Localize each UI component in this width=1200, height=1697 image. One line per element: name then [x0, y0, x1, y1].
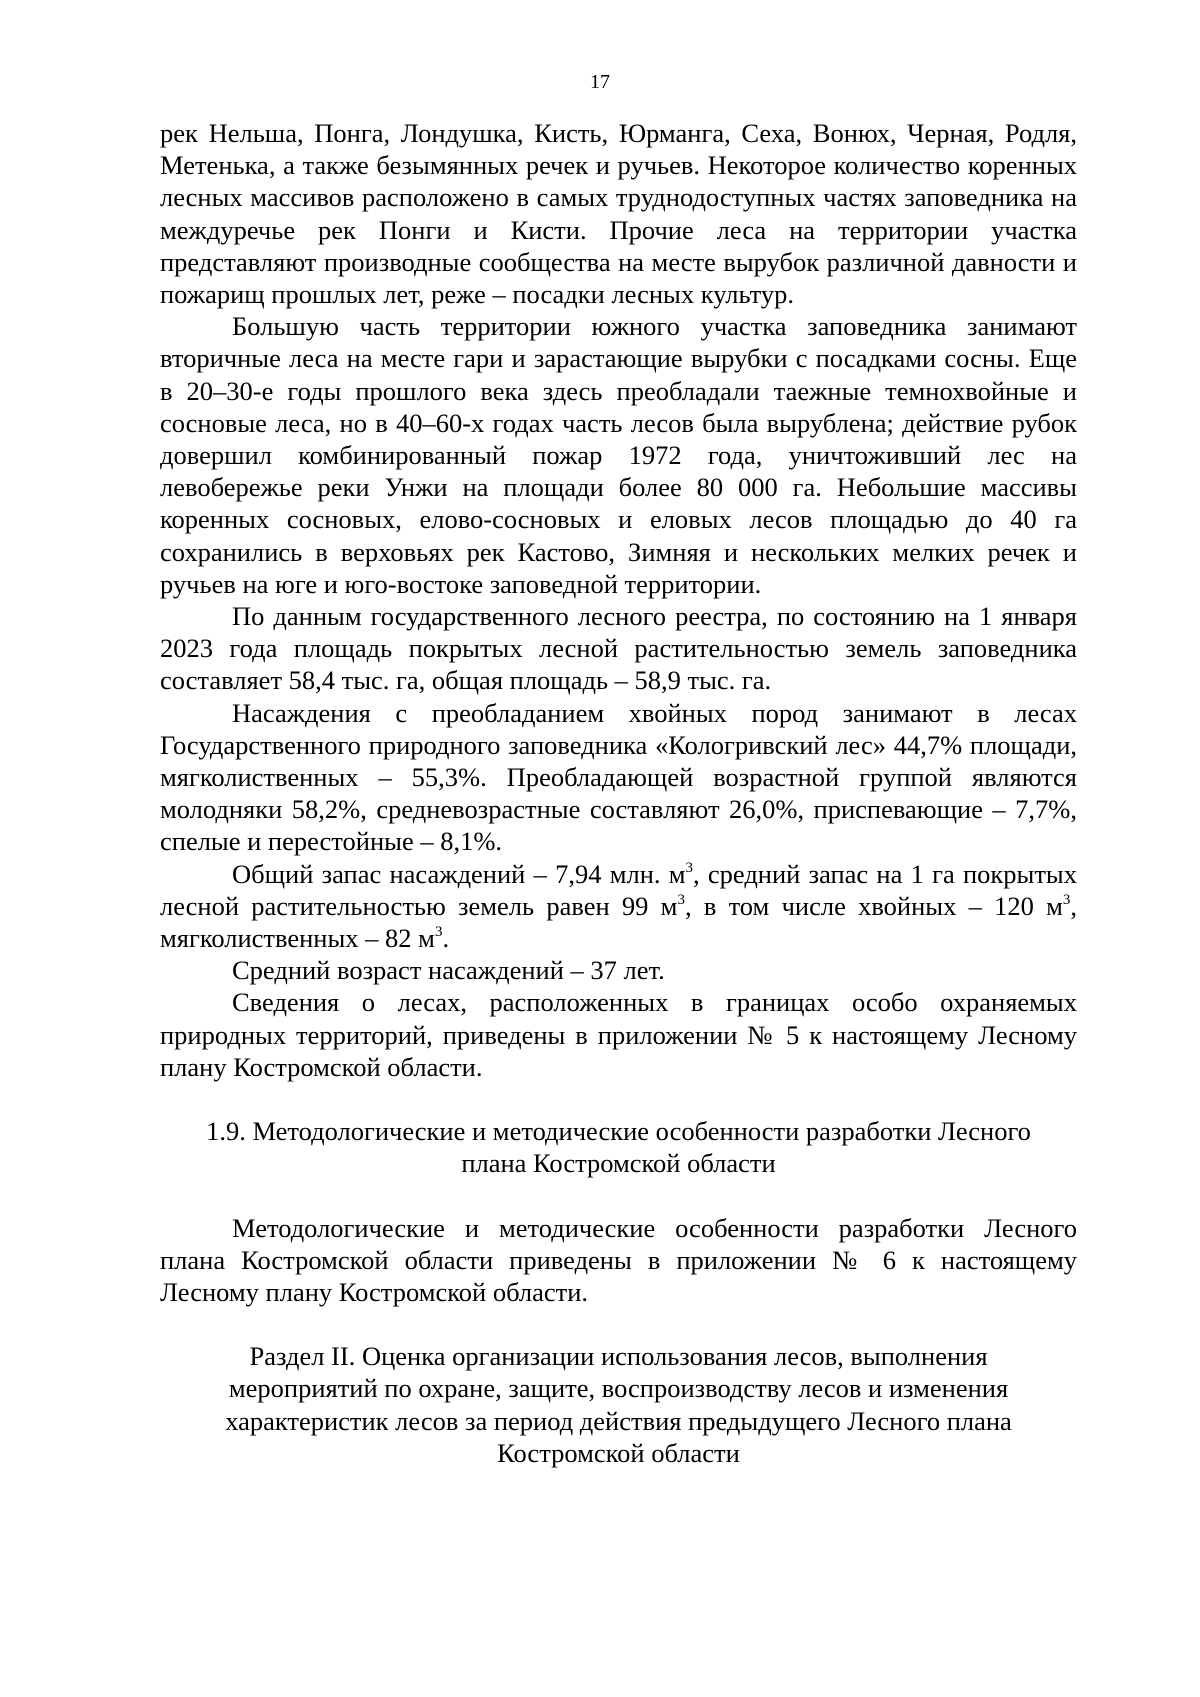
spacer [160, 1308, 1077, 1340]
paragraph-species-composition: Насаждения с преобладанием хвойных пород занимают в лесах Государственного природного заповедника «Кологривский лес» 44,7% площади, мягколиственных – 55,3%. Преобладающей возрастной группой являются молодняки 58,2%, средневозрастные составляют 26,0%, приспевающие – 7,7%, спелые и перестойные – 8,1%. [160, 697, 1077, 857]
spacer [160, 1180, 1077, 1212]
paragraph-average-age: Средний возраст насаждений – 37 лет. [232, 955, 665, 986]
document-body [160, 117, 1077, 1469]
stock-text-4: , мягколиственных – 82 м [160, 890, 1077, 954]
paragraph-southern-section: Большую часть территории южного участка заповедника занимают вторичные леса на месте гари и зарастающие вырубки с посадками сосны. Еще в 20–30-е годы прошлого века здесь преобладали таежные темнохвойные и сосновые леса, но в 40–60-х годах часть лесов была вырублена; действие рубок довершил комбинированный пожар 1972 года, уничтоживший лес на левобережье реки Унжи на площади более 80 000 га. Небольшие массивы коренных сосновых, елово-сосновых и еловых лесов площадью до 40 га сохранились в верховьях рек Кастово, Зимняя и нескольких мелких речек и ручьев на юге и юго-востоке заповедной территории. [160, 311, 1077, 599]
stock-text-5: . [442, 923, 450, 954]
cubic-superscript: 3 [1062, 891, 1071, 908]
section-1-9-heading-line2: плана Костромской области [461, 1148, 776, 1179]
section-1-9-heading [160, 1115, 1077, 1179]
paragraph-rivers: рек Нельша, Понга, Лондушка, Кисть, Юрманга, Сеха, Вонюх, Черная, Родля, Метенька, а также безымянных речек и ручьев. Некоторое количество коренных лесных массивов расположено в самых труднодоступных частях заповедника на междуречье рек Понги и Кисти. Прочие леса на территории участка представляют производные сообщества на месте вырубок различной давности и пожарищ прошлых лет, реже – посадки лесных культур. [160, 118, 1077, 310]
cubic-superscript: 3 [677, 891, 685, 908]
section-1-9-heading-line1: 1.9. Методологические и методические особенности разработки Лесного [206, 1116, 1031, 1147]
paragraph-forest-registry: По данным государственного лесного реестра, по состоянию на 1 января 2023 года площадь покрытых лесной растительностью земель заповедника составляет 58,4 тыс. га, общая площадь – 58,9 тыс. га. [160, 601, 1077, 696]
page-number: 17 [590, 71, 610, 93]
cubic-superscript: 3 [685, 859, 694, 876]
paragraph-protected-areas: Сведения о лесах, расположенных в границах особо охраняемых природных территорий, приведены в приложении № 5 к настоящему Лесному плану Костромской области. [160, 987, 1077, 1082]
stock-text-2: , средний запас на 1 га покрытых лесной растительностью земель равен 99 м [160, 858, 1077, 921]
section-2-heading-line2: мероприятий по охране, защите, воспроизводству лесов и изменения [228, 1373, 1009, 1404]
section-2-heading-line3: характеристик лесов за период действия предыдущего Лесного плана [225, 1405, 1012, 1436]
stock-text-3: , в том числе хвойных – 120 м [684, 890, 1063, 921]
paragraph-timber-stock [160, 858, 1077, 955]
cubic-superscript: 3 [434, 924, 443, 941]
section-2-heading-line4: Костромской области [497, 1437, 740, 1468]
section-2-heading-line1: Раздел II. Оценка организации использования лесов, выполнения [249, 1341, 988, 1372]
stock-text-1: Общий запас насаждений – 7,94 млн. м [232, 858, 686, 889]
section-1-9-text: Методологические и методические особенности разработки Лесного плана Костромской области приведены в приложении № 6 к настоящему Лесному плану Костромской области. [160, 1212, 1077, 1307]
section-2-heading [160, 1340, 1077, 1469]
spacer [160, 1083, 1077, 1115]
